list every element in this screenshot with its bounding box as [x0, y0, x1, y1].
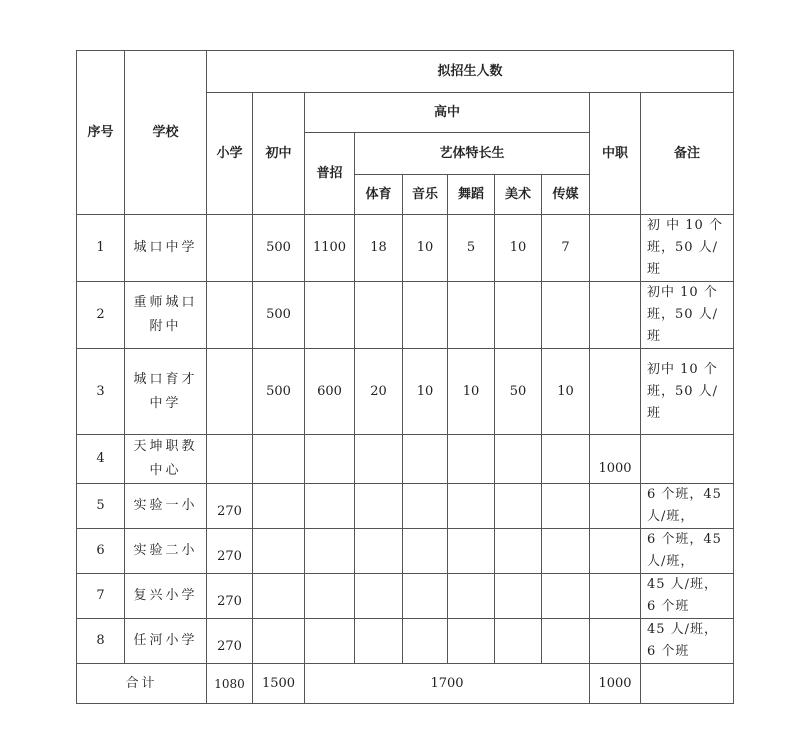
cell-fine-art: [495, 574, 542, 619]
cell-music: 10: [403, 349, 448, 435]
cell-primary: [207, 282, 253, 349]
total-primary: 1080: [207, 664, 253, 704]
cell-fine-art: [495, 282, 542, 349]
cell-media: [542, 619, 590, 664]
cell-primary: 270: [207, 619, 253, 664]
cell-junior: [253, 529, 305, 574]
cell-seq: 7: [77, 574, 125, 619]
cell-note: 45 人/班，6 个班: [641, 619, 734, 664]
cell-general: [305, 484, 355, 529]
header-pe: 体育: [355, 175, 403, 215]
total-vocational: 1000: [590, 664, 641, 704]
cell-note: 初中 10 个班，50 人/班: [641, 282, 734, 349]
cell-vocational: [590, 282, 641, 349]
cell-note: 初中 10 个班，50 人/班: [641, 349, 734, 435]
cell-fine-art: 10: [495, 215, 542, 282]
cell-seq: 4: [77, 435, 125, 484]
cell-pe: 18: [355, 215, 403, 282]
enrollment-table-wrapper: [76, 50, 734, 704]
header-dance: 舞蹈: [448, 175, 495, 215]
cell-media: [542, 529, 590, 574]
cell-media: [542, 574, 590, 619]
cell-dance: [448, 529, 495, 574]
cell-junior: 500: [253, 349, 305, 435]
header-primary: 小学: [207, 93, 253, 215]
cell-dance: [448, 574, 495, 619]
cell-dance: 5: [448, 215, 495, 282]
cell-school: 城口中学: [125, 215, 207, 282]
cell-school: 城口育才中学: [125, 349, 207, 435]
cell-primary: [207, 215, 253, 282]
cell-general: [305, 574, 355, 619]
cell-junior: 500: [253, 282, 305, 349]
cell-general: 600: [305, 349, 355, 435]
table-row: [77, 529, 734, 574]
table-row: [77, 574, 734, 619]
cell-vocational: [590, 619, 641, 664]
cell-primary: 270: [207, 574, 253, 619]
cell-pe: [355, 282, 403, 349]
total-note: [641, 664, 734, 704]
cell-music: [403, 282, 448, 349]
cell-pe: [355, 435, 403, 484]
cell-seq: 8: [77, 619, 125, 664]
table-row: [77, 619, 734, 664]
cell-general: [305, 282, 355, 349]
cell-school: 天坤职教中心: [125, 435, 207, 484]
cell-seq: 3: [77, 349, 125, 435]
cell-seq: 2: [77, 282, 125, 349]
cell-music: [403, 435, 448, 484]
header-row-1: [77, 51, 734, 93]
cell-media: [542, 435, 590, 484]
cell-primary: 270: [207, 484, 253, 529]
total-label: 合计: [77, 664, 207, 704]
cell-vocational: [590, 574, 641, 619]
header-media: 传媒: [542, 175, 590, 215]
cell-junior: [253, 484, 305, 529]
cell-media: 10: [542, 349, 590, 435]
cell-junior: [253, 619, 305, 664]
total-senior: 1700: [305, 664, 590, 704]
cell-seq: 6: [77, 529, 125, 574]
cell-note: 6 个班，45 人/班，: [641, 529, 734, 574]
cell-music: [403, 619, 448, 664]
header-note: 备注: [641, 93, 734, 215]
cell-note: [641, 435, 734, 484]
cell-seq: 5: [77, 484, 125, 529]
cell-vocational: [590, 349, 641, 435]
cell-primary: [207, 435, 253, 484]
cell-vocational: 1000: [590, 435, 641, 484]
cell-school: 复兴小学: [125, 574, 207, 619]
cell-pe: [355, 574, 403, 619]
cell-primary: [207, 349, 253, 435]
cell-school: 任河小学: [125, 619, 207, 664]
cell-music: [403, 574, 448, 619]
cell-media: [542, 282, 590, 349]
cell-fine-art: [495, 619, 542, 664]
table-row: [77, 484, 734, 529]
header-general: 普招: [305, 133, 355, 215]
cell-general: [305, 619, 355, 664]
total-row: [77, 664, 734, 704]
total-junior: 1500: [253, 664, 305, 704]
cell-dance: [448, 619, 495, 664]
cell-fine-art: [495, 484, 542, 529]
header-arts-sports: 艺体特长生: [355, 133, 590, 175]
cell-pe: [355, 529, 403, 574]
cell-junior: [253, 574, 305, 619]
cell-vocational: [590, 215, 641, 282]
cell-note: 初 中 10 个班，50 人/班: [641, 215, 734, 282]
cell-school: 实验二小: [125, 529, 207, 574]
cell-dance: 10: [448, 349, 495, 435]
cell-vocational: [590, 529, 641, 574]
cell-junior: 500: [253, 215, 305, 282]
cell-note: 45 人/班，6 个班: [641, 574, 734, 619]
cell-seq: 1: [77, 215, 125, 282]
cell-fine-art: 50: [495, 349, 542, 435]
cell-note: 6 个班，45 人/班，: [641, 484, 734, 529]
cell-primary: 270: [207, 529, 253, 574]
cell-dance: [448, 282, 495, 349]
header-planned-enrollment: 拟招生人数: [207, 51, 734, 93]
header-vocational: 中职: [590, 93, 641, 215]
cell-junior: [253, 435, 305, 484]
cell-school: 重师城口附中: [125, 282, 207, 349]
cell-fine-art: [495, 435, 542, 484]
header-school: 学校: [125, 51, 207, 215]
cell-general: [305, 529, 355, 574]
table-row: [77, 349, 734, 435]
cell-dance: [448, 484, 495, 529]
cell-pe: [355, 619, 403, 664]
cell-music: [403, 484, 448, 529]
header-senior: 高中: [305, 93, 590, 133]
cell-dance: [448, 435, 495, 484]
cell-media: [542, 484, 590, 529]
cell-music: [403, 529, 448, 574]
table-row: [77, 435, 734, 484]
header-seq: 序号: [77, 51, 125, 215]
table-row: [77, 282, 734, 349]
enrollment-table: [76, 50, 734, 704]
cell-pe: [355, 484, 403, 529]
cell-school: 实验一小: [125, 484, 207, 529]
cell-fine-art: [495, 529, 542, 574]
header-music: 音乐: [403, 175, 448, 215]
table-row: [77, 215, 734, 282]
cell-general: [305, 435, 355, 484]
cell-vocational: [590, 484, 641, 529]
header-junior: 初中: [253, 93, 305, 215]
cell-general: 1100: [305, 215, 355, 282]
cell-media: 7: [542, 215, 590, 282]
cell-pe: 20: [355, 349, 403, 435]
cell-music: 10: [403, 215, 448, 282]
header-fine-art: 美术: [495, 175, 542, 215]
